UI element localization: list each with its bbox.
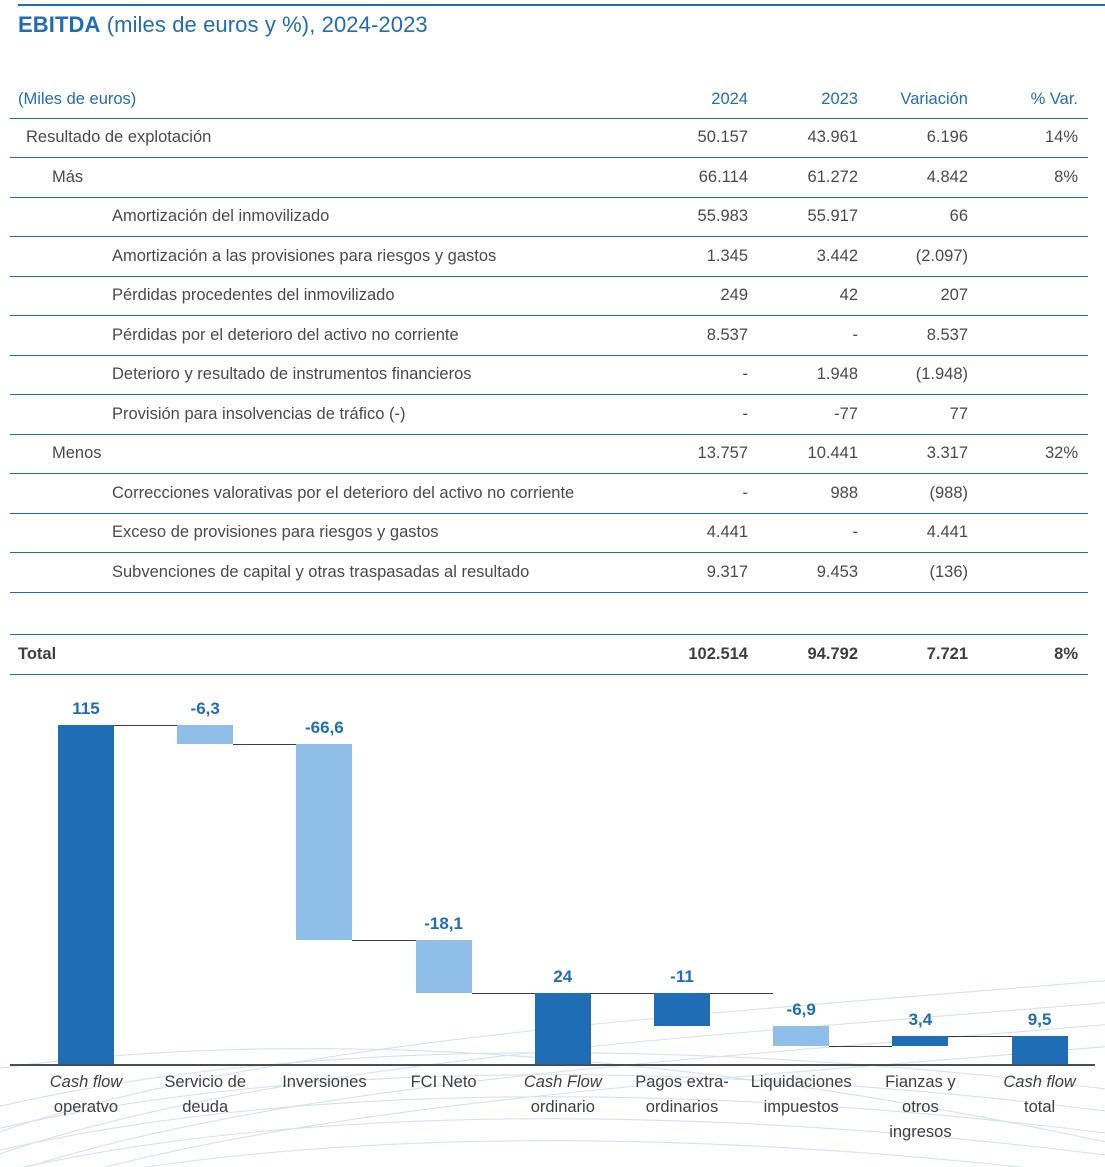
table-row [10,118,1088,158]
row-label-text: Pérdidas procedentes del inmovilizado [112,286,395,305]
row-value-variacion: 6.196 [868,118,978,158]
row-label-text: Más [52,167,84,186]
waterfall-bar-label: -66,6 [305,717,344,737]
row-value-2024: - [648,395,758,435]
table-row [10,474,1088,514]
waterfall-bar-label: -6,9 [786,999,816,1019]
row-value-2023: 43.961 [758,118,868,158]
row-value-2024: 1.345 [648,237,758,277]
row-value-pct-var [978,553,1088,593]
row-value-variacion: (2.097) [868,237,978,277]
row-label [10,434,648,474]
row-label-text: Pérdidas por el deterioro del activo no corriente [112,325,459,344]
waterfall-bar[interactable] [296,744,352,940]
waterfall-bar-label: 9,5 [1027,1009,1052,1029]
x-tick-label [26,1070,146,1120]
row-value-pct-var [978,197,1088,237]
row-value-pct-var [978,316,1088,356]
row-value-2023: 10.441 [758,434,868,474]
row-label [10,158,648,198]
table-head [10,82,1088,118]
waterfall-connector [948,1036,1011,1037]
total-value-2024: 102.514 [648,634,758,674]
row-label [10,118,648,158]
row-label-text: Correcciones valorativas por el deterioro del activo no corriente [112,483,575,502]
waterfall-connector [710,993,773,994]
row-label [10,474,648,514]
col-header-variacion: Variación [868,82,978,118]
x-tick-line: Cash Flow [523,1073,602,1091]
page-title-rest: (miles de euros y %), 2024-2023 [100,12,428,37]
waterfall-bar[interactable] [416,940,472,993]
page-title-bold: EBITDA [18,12,101,37]
x-tick-line: impuestos [763,1098,839,1116]
row-value-2024: 13.757 [648,434,758,474]
row-label-text: Amortización del inmovilizado [112,207,330,226]
chart-baseline-axis [10,1064,1095,1066]
waterfall-bar[interactable] [58,725,114,1064]
row-label [10,276,648,316]
row-value-variacion: (988) [868,474,978,514]
row-value-2023: - [758,316,868,356]
row-label-text: Provisión para insolvencias de tráfico (-) [112,404,406,423]
page-title [18,12,428,38]
row-value-pct-var [978,474,1088,514]
x-tick-label [145,1070,265,1120]
row-value-2024: - [648,474,758,514]
row-value-2024: - [648,355,758,395]
x-tick-line: operatvo [53,1098,119,1116]
x-tick-label [503,1070,623,1120]
x-tick-line: otros [902,1098,939,1116]
total-label: Total [10,634,648,674]
waterfall-bar[interactable] [1012,1036,1068,1064]
row-label-text: Subvenciones de capital y otras traspasadas al resultado [112,562,530,581]
x-tick-line: Cash flow [1003,1073,1076,1091]
row-label [10,237,648,277]
table-row [10,237,1088,277]
row-label [10,316,648,356]
row-value-pct-var: 8% [978,158,1088,198]
x-tick-line: total [1024,1098,1056,1116]
ebitda-table [10,82,1088,675]
row-label [10,197,648,237]
chart-x-axis-labels [0,1070,1105,1167]
row-value-pct-var: 32% [978,434,1088,474]
x-tick-line: Inversiones [282,1073,367,1091]
waterfall-connector [114,725,177,726]
table-row [10,355,1088,395]
total-value-2023: 94.792 [758,634,868,674]
row-value-2023: 9.453 [758,553,868,593]
row-label-text: Deterioro y resultado de instrumentos financieros [112,365,472,384]
row-value-pct-var [978,276,1088,316]
x-tick-label [264,1070,384,1095]
row-value-2023: 3.442 [758,237,868,277]
waterfall-bar-label: 24 [553,967,573,987]
x-tick-label [860,1070,980,1145]
total-value-variacion: 7.721 [868,634,978,674]
waterfall-plot-area [0,676,1105,1076]
table-header-row [10,82,1088,118]
row-value-2024: 249 [648,276,758,316]
table-total-row [10,634,1088,674]
row-value-2023: 61.272 [758,158,868,198]
waterfall-bar[interactable] [892,1036,948,1046]
table-row [10,197,1088,237]
row-value-pct-var [978,237,1088,277]
row-label-text: Exceso de provisiones para riesgos y gastos [112,523,439,542]
waterfall-bar-label: 115 [72,699,100,718]
x-tick-label [622,1070,742,1120]
top-rule [18,4,1105,6]
row-value-2023: - [758,513,868,553]
row-value-2024: 8.537 [648,316,758,356]
row-value-2023: -77 [758,395,868,435]
row-value-2023: 988 [758,474,868,514]
waterfall-connector [591,993,654,994]
x-tick-line: ordinarios [645,1098,719,1116]
col-header-label: (Miles de euros) [10,82,648,118]
waterfall-bar[interactable] [773,1026,829,1046]
row-value-2024: 50.157 [648,118,758,158]
row-value-pct-var [978,355,1088,395]
row-value-pct-var: 14% [978,118,1088,158]
row-label-text: Amortización a las provisiones para riesgos y gastos [112,246,497,265]
col-header-pct-var: % Var. [978,82,1088,118]
x-tick-line: Cash flow [49,1073,123,1091]
table-row [10,395,1088,435]
row-label [10,513,648,553]
waterfall-bar[interactable] [535,993,591,1064]
row-label-text: Resultado de explotación [26,128,212,147]
x-tick-line: Servicio de [164,1073,246,1091]
row-value-variacion: 8.537 [868,316,978,356]
x-tick-line: deuda [182,1098,229,1116]
row-value-2024: 9.317 [648,553,758,593]
x-tick-label [980,1070,1100,1120]
row-value-variacion: (136) [868,553,978,593]
waterfall-bar-label: -18,1 [424,913,463,933]
table-row [10,434,1088,474]
row-label [10,553,648,593]
row-value-2024: 4.441 [648,513,758,553]
table-row [10,316,1088,356]
row-value-variacion: 4.842 [868,158,978,198]
col-header-2023: 2023 [758,82,868,118]
row-value-2023: 1.948 [758,355,868,395]
table-spacer-cell [10,592,1088,634]
row-value-pct-var [978,513,1088,553]
x-tick-line: ordinario [530,1098,595,1116]
x-tick-line: Liquidaciones [750,1073,852,1091]
col-header-2024: 2024 [648,82,758,118]
row-value-variacion: 3.317 [868,434,978,474]
row-label [10,355,648,395]
row-value-pct-var [978,395,1088,435]
waterfall-connector [352,940,415,941]
waterfall-connector [233,744,296,745]
x-tick-label [384,1070,504,1095]
table-row [10,158,1088,198]
row-label-text: Menos [52,444,102,463]
waterfall-bar-label: -11 [670,967,694,987]
table-row [10,513,1088,553]
x-tick-line: FCI Neto [410,1073,477,1091]
waterfall-bar-label: -6,3 [190,699,220,718]
row-value-variacion: 66 [868,197,978,237]
row-value-2024: 55.983 [648,197,758,237]
waterfall-bar[interactable] [177,725,233,744]
table-row [10,276,1088,316]
waterfall-bar[interactable] [654,993,710,1025]
x-tick-line: Pagos extra- [635,1073,729,1091]
waterfall-bar-label: 3,4 [908,1009,933,1029]
table-spacer-row [10,592,1088,634]
row-value-2023: 42 [758,276,868,316]
row-value-variacion: 4.441 [868,513,978,553]
waterfall-connector [472,993,535,994]
x-tick-label [741,1070,861,1120]
x-tick-line: Fianzas y [885,1073,956,1091]
x-tick-line: ingresos [889,1123,952,1141]
row-value-variacion: (1.948) [868,355,978,395]
table-body [10,118,1088,674]
table-row [10,553,1088,593]
row-value-variacion: 77 [868,395,978,435]
row-value-variacion: 207 [868,276,978,316]
row-value-2024: 66.114 [648,158,758,198]
row-value-2023: 55.917 [758,197,868,237]
total-value-pct-var: 8% [978,634,1088,674]
row-label [10,395,648,435]
waterfall-connector [829,1046,892,1047]
